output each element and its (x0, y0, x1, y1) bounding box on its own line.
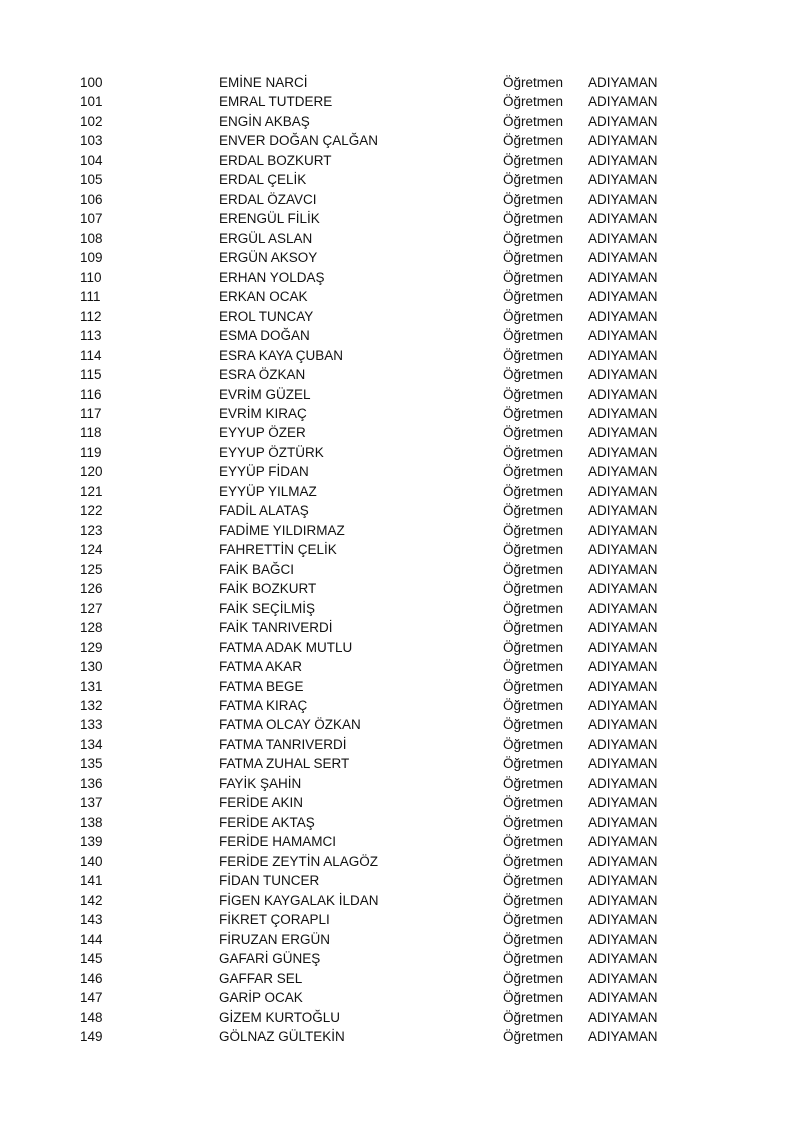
person-name: FATMA KIRAÇ (219, 698, 308, 713)
row-number: 110 (80, 269, 102, 285)
person-name: FAİK BAĞCI (219, 561, 295, 577)
list-row (0, 365, 800, 384)
city-label: ADIYAMAN (588, 912, 658, 928)
row-number: 127 (80, 600, 103, 616)
list-row (0, 677, 800, 696)
person-name: FİDAN TUNCER (219, 873, 320, 889)
role-label: Öğretmen (503, 211, 564, 227)
list-row (0, 73, 800, 92)
list-row (0, 151, 800, 170)
list-row (0, 910, 800, 929)
role-label: Öğretmen (503, 289, 564, 305)
role-label: Öğretmen (503, 834, 564, 850)
list-row (0, 793, 800, 812)
city-label: ADIYAMAN (588, 795, 658, 811)
row-number: 135 (80, 756, 103, 772)
row-number: 116 (80, 386, 102, 402)
person-name: FERİDE AKIN (219, 795, 304, 811)
row-number: 112 (80, 308, 102, 324)
list-row (0, 170, 800, 189)
person-name: EMRAL TUTDERE (219, 94, 333, 110)
list-row (0, 229, 800, 248)
person-name: ERHAN YOLDAŞ (219, 269, 325, 285)
row-number: 105 (80, 172, 103, 188)
row-number: 132 (80, 698, 103, 713)
list-row (0, 949, 800, 968)
list-row (0, 209, 800, 228)
city-label: ADIYAMAN (588, 678, 658, 694)
person-name: GARİP OCAK (219, 990, 303, 1006)
city-label: ADIYAMAN (588, 600, 658, 616)
person-name: ERDAL ÖZAVCI (219, 191, 317, 207)
list-row (0, 346, 800, 365)
person-name: ERDAL BOZKURT (219, 152, 332, 168)
city-label: ADIYAMAN (588, 289, 658, 305)
role-label: Öğretmen (503, 464, 564, 480)
role-label: Öğretmen (503, 951, 564, 967)
list-row (0, 92, 800, 111)
row-number: 146 (80, 970, 103, 986)
row-number: 111 (80, 289, 101, 305)
person-name: EYYUP ÖZTÜRK (219, 444, 324, 460)
row-number: 141 (80, 873, 103, 889)
city-label: ADIYAMAN (588, 873, 658, 889)
row-number: 131 (80, 678, 103, 694)
role-label: Öğretmen (503, 600, 564, 616)
row-number: 104 (80, 152, 103, 168)
person-name: ERENGÜL FİLİK (219, 211, 320, 227)
city-label: ADIYAMAN (588, 328, 658, 344)
city-label: ADIYAMAN (588, 951, 658, 967)
list-row (0, 501, 800, 520)
city-label: ADIYAMAN (588, 736, 658, 752)
row-number: 113 (80, 328, 102, 344)
row-number: 103 (80, 133, 103, 149)
person-name: EYYÜP YILMAZ (219, 483, 317, 499)
person-name: FAYİK ŞAHİN (219, 775, 302, 791)
teacher-list (0, 73, 800, 1046)
role-label: Öğretmen (503, 639, 564, 655)
role-label: Öğretmen (503, 659, 564, 675)
list-row (0, 248, 800, 267)
list-row (0, 131, 800, 150)
role-label: Öğretmen (503, 367, 564, 383)
role-label: Öğretmen (503, 931, 564, 947)
list-row (0, 462, 800, 481)
role-label: Öğretmen (503, 581, 564, 597)
list-row (0, 774, 800, 793)
list-row (0, 423, 800, 442)
city-label: ADIYAMAN (588, 834, 658, 850)
role-label: Öğretmen (503, 698, 564, 713)
row-number: 106 (80, 191, 103, 207)
list-row (0, 560, 800, 579)
row-number: 119 (80, 444, 102, 460)
role-label: Öğretmen (503, 269, 564, 285)
city-label: ADIYAMAN (588, 230, 658, 246)
row-number: 137 (80, 795, 103, 811)
row-number: 147 (80, 990, 103, 1006)
city-label: ADIYAMAN (588, 347, 658, 363)
city-label: ADIYAMAN (588, 990, 658, 1006)
city-label: ADIYAMAN (588, 698, 658, 713)
row-number: 109 (80, 250, 103, 266)
person-name: GİZEM KURTOĞLU (219, 1009, 341, 1025)
city-label: ADIYAMAN (588, 542, 658, 558)
role-label: Öğretmen (503, 1028, 564, 1044)
person-name: ERKAN OCAK (219, 289, 308, 305)
role-label: Öğretmen (503, 853, 564, 869)
person-name: EYYUP ÖZER (219, 425, 306, 441)
city-label: ADIYAMAN (588, 931, 658, 947)
row-number: 102 (80, 113, 103, 129)
role-label: Öğretmen (503, 756, 564, 772)
role-label: Öğretmen (503, 1009, 564, 1025)
role-label: Öğretmen (503, 795, 564, 811)
person-name: EMİNE NARCİ (219, 75, 308, 90)
list-row (0, 404, 800, 423)
row-number: 124 (80, 542, 103, 558)
city-label: ADIYAMAN (588, 269, 658, 285)
role-label: Öğretmen (503, 230, 564, 246)
role-label: Öğretmen (503, 775, 564, 791)
role-label: Öğretmen (503, 75, 564, 90)
row-number: 145 (80, 951, 103, 967)
role-label: Öğretmen (503, 152, 564, 168)
row-number: 123 (80, 522, 103, 538)
role-label: Öğretmen (503, 191, 564, 207)
city-label: ADIYAMAN (588, 639, 658, 655)
person-name: EVRİM GÜZEL (219, 386, 311, 402)
role-label: Öğretmen (503, 308, 564, 324)
person-name: FİKRET ÇORAPLI (219, 912, 330, 928)
role-label: Öğretmen (503, 386, 564, 402)
city-label: ADIYAMAN (588, 756, 658, 772)
list-row (0, 891, 800, 910)
person-name: FERİDE HAMAMCI (219, 834, 337, 850)
person-name: ESMA DOĞAN (219, 328, 310, 344)
row-number: 138 (80, 814, 103, 830)
list-row (0, 112, 800, 131)
role-label: Öğretmen (503, 425, 564, 441)
person-name: FAHRETTİN ÇELİK (219, 542, 337, 558)
row-number: 118 (80, 425, 102, 441)
list-row (0, 540, 800, 559)
city-label: ADIYAMAN (588, 892, 658, 908)
person-name: FATMA OLCAY ÖZKAN (219, 717, 361, 733)
role-label: Öğretmen (503, 444, 564, 460)
person-name: FİRUZAN ERGÜN (219, 931, 330, 947)
list-row (0, 988, 800, 1007)
person-name: FERİDE AKTAŞ (219, 814, 315, 830)
row-number: 100 (80, 75, 103, 90)
row-number: 126 (80, 581, 103, 597)
list-row (0, 852, 800, 871)
role-label: Öğretmen (503, 717, 564, 733)
row-number: 121 (80, 483, 103, 499)
city-label: ADIYAMAN (588, 386, 658, 402)
role-label: Öğretmen (503, 133, 564, 149)
person-name: FATMA AKAR (219, 659, 303, 675)
person-name: ERDAL ÇELİK (219, 172, 307, 188)
person-name: EROL TUNCAY (219, 308, 314, 324)
role-label: Öğretmen (503, 172, 564, 188)
role-label: Öğretmen (503, 113, 564, 129)
city-label: ADIYAMAN (588, 464, 658, 480)
city-label: ADIYAMAN (588, 503, 658, 519)
row-number: 115 (80, 367, 102, 383)
row-number: 101 (80, 94, 103, 110)
list-row (0, 599, 800, 618)
person-name: FATMA ZUHAL SERT (219, 756, 350, 772)
city-label: ADIYAMAN (588, 211, 658, 227)
city-label: ADIYAMAN (588, 814, 658, 830)
row-number: 134 (80, 736, 103, 752)
list-row (0, 832, 800, 851)
role-label: Öğretmen (503, 483, 564, 499)
city-label: ADIYAMAN (588, 444, 658, 460)
list-row (0, 1027, 800, 1046)
role-label: Öğretmen (503, 736, 564, 752)
city-label: ADIYAMAN (588, 172, 658, 188)
city-label: ADIYAMAN (588, 152, 658, 168)
row-number: 114 (80, 347, 102, 363)
role-label: Öğretmen (503, 678, 564, 694)
row-number: 143 (80, 912, 103, 928)
list-row (0, 287, 800, 306)
person-name: EVRİM KIRAÇ (219, 405, 307, 421)
city-label: ADIYAMAN (588, 717, 658, 733)
city-label: ADIYAMAN (588, 970, 658, 986)
list-row (0, 735, 800, 754)
role-label: Öğretmen (503, 873, 564, 889)
role-label: Öğretmen (503, 561, 564, 577)
person-name: GAFFAR SEL (219, 970, 303, 986)
list-row (0, 385, 800, 404)
row-number: 120 (80, 464, 103, 480)
role-label: Öğretmen (503, 94, 564, 110)
role-label: Öğretmen (503, 892, 564, 908)
person-name: FAİK SEÇİLMİŞ (219, 600, 316, 616)
person-name: ESRA KAYA ÇUBAN (219, 347, 344, 363)
list-row (0, 715, 800, 734)
city-label: ADIYAMAN (588, 94, 658, 110)
list-row (0, 969, 800, 988)
city-label: ADIYAMAN (588, 113, 658, 129)
city-label: ADIYAMAN (588, 581, 658, 597)
person-name: GÖLNAZ GÜLTEKİN (219, 1028, 345, 1044)
person-name: FAİK BOZKURT (219, 581, 317, 597)
row-number: 149 (80, 1028, 103, 1044)
role-label: Öğretmen (503, 814, 564, 830)
role-label: Öğretmen (503, 503, 564, 519)
list-row (0, 482, 800, 501)
role-label: Öğretmen (503, 328, 564, 344)
list-row (0, 657, 800, 676)
person-name: ESRA ÖZKAN (219, 367, 306, 383)
person-name: FADİME YILDIRMAZ (219, 522, 345, 538)
city-label: ADIYAMAN (588, 659, 658, 675)
role-label: Öğretmen (503, 405, 564, 421)
row-number: 108 (80, 230, 103, 246)
city-label: ADIYAMAN (588, 522, 658, 538)
person-name: ERGÜL ASLAN (219, 230, 313, 246)
row-number: 130 (80, 659, 103, 675)
person-name: FERİDE ZEYTİN ALAGÖZ (219, 853, 379, 869)
row-number: 139 (80, 834, 103, 850)
person-name: FADİL ALATAŞ (219, 503, 309, 519)
row-number: 136 (80, 775, 103, 791)
list-row (0, 579, 800, 598)
person-name: FATMA TANRIVERDİ (219, 736, 347, 752)
city-label: ADIYAMAN (588, 367, 658, 383)
list-row (0, 754, 800, 773)
row-number: 144 (80, 931, 103, 947)
city-label: ADIYAMAN (588, 483, 658, 499)
role-label: Öğretmen (503, 347, 564, 363)
role-label: Öğretmen (503, 542, 564, 558)
row-number: 129 (80, 639, 103, 655)
list-row (0, 1008, 800, 1027)
role-label: Öğretmen (503, 620, 564, 636)
row-number: 140 (80, 853, 103, 869)
city-label: ADIYAMAN (588, 1009, 658, 1025)
list-row (0, 618, 800, 637)
list-row (0, 326, 800, 345)
role-label: Öğretmen (503, 970, 564, 986)
list-row (0, 190, 800, 209)
city-label: ADIYAMAN (588, 425, 658, 441)
row-number: 122 (80, 503, 103, 519)
list-row (0, 268, 800, 287)
list-row (0, 443, 800, 462)
list-row (0, 521, 800, 540)
row-number: 117 (80, 405, 102, 421)
city-label: ADIYAMAN (588, 405, 658, 421)
list-row (0, 307, 800, 326)
city-label: ADIYAMAN (588, 620, 658, 636)
row-number: 148 (80, 1009, 103, 1025)
person-name: EYYÜP FİDAN (219, 464, 309, 480)
person-name: ENGİN AKBAŞ (219, 113, 310, 129)
person-name: FİGEN KAYGALAK İLDAN (219, 892, 379, 908)
role-label: Öğretmen (503, 990, 564, 1006)
person-name: FATMA ADAK MUTLU (219, 639, 353, 655)
list-row (0, 871, 800, 890)
row-number: 107 (80, 211, 103, 227)
city-label: ADIYAMAN (588, 775, 658, 791)
row-number: 133 (80, 717, 103, 733)
city-label: ADIYAMAN (588, 853, 658, 869)
city-label: ADIYAMAN (588, 133, 658, 149)
row-number: 142 (80, 892, 103, 908)
person-name: FAİK TANRIVERDİ (219, 620, 333, 636)
list-row (0, 696, 800, 715)
city-label: ADIYAMAN (588, 250, 658, 266)
person-name: GAFARİ GÜNEŞ (219, 951, 321, 967)
city-label: ADIYAMAN (588, 75, 658, 90)
city-label: ADIYAMAN (588, 308, 658, 324)
city-label: ADIYAMAN (588, 191, 658, 207)
person-name: ERGÜN AKSOY (219, 250, 318, 266)
role-label: Öğretmen (503, 250, 564, 266)
role-label: Öğretmen (503, 522, 564, 538)
row-number: 125 (80, 561, 103, 577)
list-row (0, 638, 800, 657)
role-label: Öğretmen (503, 912, 564, 928)
city-label: ADIYAMAN (588, 1028, 658, 1044)
city-label: ADIYAMAN (588, 561, 658, 577)
list-row (0, 813, 800, 832)
person-name: FATMA BEGE (219, 678, 304, 694)
row-number: 128 (80, 620, 103, 636)
person-name: ENVER DOĞAN ÇALĞAN (219, 133, 379, 149)
list-row (0, 930, 800, 949)
